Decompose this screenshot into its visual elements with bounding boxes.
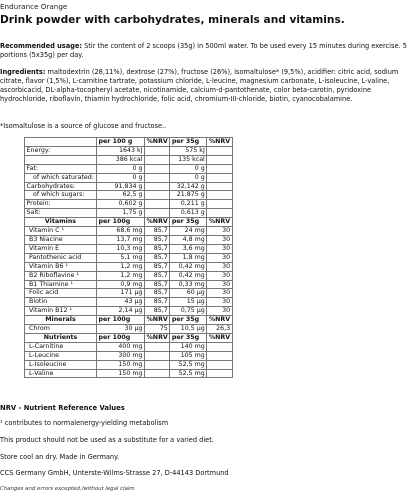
nrv-cell: 75 bbox=[145, 325, 170, 334]
table-row bbox=[25, 369, 233, 378]
ingredients-text: maltodextrin (28,11%), dextrose (27%), fructose (26%), isomaltulose* (9,5%), acidifier: citric acid, sodium citrate, flavor (1,5%), L-carnitine tartrate, potassium chloride, L-leucine, magnesium carbonate, L-isoleucine, L-valine, ascorbicacid, DL-alpha-tocopheryl acetate, nicotinamide, calcium-d-pantothenate, color beta-carotin, pyridoxine hydrochloride, riboflavin, thiamin hydrochloride, folic acid, chromium-III-chloride, biotin, cyanocobalamine. bbox=[0, 68, 399, 103]
column-header: per 35g bbox=[170, 218, 207, 227]
table-row bbox=[25, 253, 233, 262]
column-header: %NRV bbox=[208, 316, 231, 324]
value-per35: 4,8 mg bbox=[170, 235, 207, 244]
row-label: Salt: bbox=[25, 209, 97, 218]
usage-label: Recommended usage: bbox=[0, 42, 83, 50]
nrv-cell bbox=[145, 182, 170, 191]
value-per100: 0,9 mg bbox=[97, 280, 145, 289]
disclaimer: Changes and errors excepted./without legal claim bbox=[0, 486, 135, 492]
row-label: Vitamin B12 ¹ bbox=[25, 307, 97, 316]
value-per100: 13,7 mg bbox=[97, 235, 145, 244]
row-label: Vitamin B6 ¹ bbox=[25, 262, 97, 271]
value-per100: 300 mg bbox=[97, 351, 145, 360]
minerals-heading-row bbox=[25, 316, 233, 325]
section-heading: Nutrients bbox=[25, 333, 97, 342]
table-row bbox=[25, 307, 233, 316]
nrv-cell bbox=[207, 209, 232, 218]
row-label: Vitamin E bbox=[25, 244, 97, 253]
row-label: Folic acid bbox=[25, 289, 97, 298]
value-per35: 140 mg bbox=[170, 342, 207, 351]
value-per35: 21,875 g bbox=[170, 191, 207, 200]
nrv-cell: 85,7 bbox=[145, 280, 170, 289]
nrv-cell bbox=[145, 351, 170, 360]
value-per100: 1643 kJ bbox=[97, 146, 145, 155]
column-header: per 35g bbox=[170, 316, 207, 325]
nrv-cell bbox=[145, 200, 170, 209]
nutrition-table bbox=[24, 137, 233, 378]
nrv-cell: 30 bbox=[207, 244, 232, 253]
nrv-cell: 85,7 bbox=[145, 253, 170, 262]
value-per100: 386 kcal bbox=[97, 155, 145, 164]
value-per100: 30 µg bbox=[97, 325, 145, 334]
nrv-cell bbox=[145, 191, 170, 200]
nrv-cell bbox=[145, 360, 170, 369]
row-label: of which sugars: bbox=[25, 191, 97, 200]
table-row bbox=[25, 244, 233, 253]
value-per35: 0,75 µg bbox=[170, 307, 207, 316]
nrv-cell bbox=[145, 146, 170, 155]
nrv-cell bbox=[207, 164, 232, 173]
value-per100: 43 µg bbox=[97, 298, 145, 307]
nrv-cell bbox=[145, 155, 170, 164]
nrv-cell: 30 bbox=[207, 280, 232, 289]
column-header: %NRV bbox=[146, 218, 168, 226]
column-header bbox=[25, 138, 97, 147]
column-header: %NRV bbox=[208, 333, 231, 341]
value-per100: 150 mg bbox=[97, 360, 145, 369]
value-per100: 0 g bbox=[97, 164, 145, 173]
row-label: Carbohydrates: bbox=[25, 182, 97, 191]
nrv-cell: 26,3 bbox=[207, 325, 232, 334]
nrv-cell: 85,7 bbox=[145, 227, 170, 236]
row-label: L-Leucine bbox=[25, 351, 97, 360]
nrv-cell: 30 bbox=[207, 271, 232, 280]
value-per100: 400 mg bbox=[97, 342, 145, 351]
company-address: CCS Germany GmbH, Unterste-Wilms-Strasse 27, D-44143 Dortmund bbox=[0, 469, 229, 477]
column-header: per 35g bbox=[170, 138, 207, 147]
product-title: Drink powder with carbohydrates, minerals and vitamins. bbox=[0, 14, 345, 26]
value-per35: 105 mg bbox=[170, 351, 207, 360]
value-per35: 10,5 µg bbox=[170, 325, 207, 334]
value-per100: 150 mg bbox=[97, 369, 145, 378]
value-per35: 0,42 mg bbox=[170, 271, 207, 280]
nrv-cell bbox=[145, 369, 170, 378]
value-per35: 15 µg bbox=[170, 298, 207, 307]
value-per35: 135 kcal bbox=[170, 155, 207, 164]
row-label: Fat: bbox=[25, 164, 97, 173]
column-header: %NRV bbox=[208, 138, 231, 145]
value-per100: 68,6 mg bbox=[97, 227, 145, 236]
table-row bbox=[25, 351, 233, 360]
value-per100: 171 µg bbox=[97, 289, 145, 298]
table-row bbox=[25, 262, 233, 271]
nrv-cell bbox=[207, 200, 232, 209]
nrv-heading: NRV - Nutrient Reference Values bbox=[0, 404, 125, 412]
nrv-cell bbox=[207, 342, 232, 351]
isomaltulose-note: *Isomaltulose is a source of glucose and fructose.. bbox=[0, 122, 167, 130]
nrv-cell bbox=[207, 360, 232, 369]
nrv-cell: 30 bbox=[207, 262, 232, 271]
column-header: per 100g bbox=[97, 316, 145, 325]
row-label: B2 Riboflavine ¹ bbox=[25, 271, 97, 280]
value-per35: 52,5 mg bbox=[170, 360, 207, 369]
row-label: Pantothenic acid bbox=[25, 253, 97, 262]
vitamins-heading-row bbox=[25, 218, 233, 227]
table-row bbox=[25, 182, 233, 191]
value-per35: 52,5 mg bbox=[170, 369, 207, 378]
nrv-cell bbox=[207, 155, 232, 164]
nrv-cell bbox=[207, 191, 232, 200]
row-label: Chrom bbox=[25, 325, 97, 334]
value-per35: 32,142 g bbox=[170, 182, 207, 191]
row-label: of which saturated: bbox=[25, 173, 97, 182]
row-label: B3 Niacine bbox=[25, 235, 97, 244]
nrv-cell: 30 bbox=[207, 227, 232, 236]
value-per100: 10,3 mg bbox=[97, 244, 145, 253]
table-row bbox=[25, 191, 233, 200]
column-header: per 100 g bbox=[97, 138, 145, 147]
nrv-cell: 30 bbox=[207, 235, 232, 244]
section-heading: Minerals bbox=[25, 316, 97, 325]
nrv-cell bbox=[145, 173, 170, 182]
nrv-cell: 85,7 bbox=[145, 244, 170, 253]
table-row bbox=[25, 360, 233, 369]
column-header: per 100g bbox=[97, 333, 145, 342]
product-name-line: Endurance Orange bbox=[0, 2, 68, 11]
row-label: Energy: bbox=[25, 146, 97, 155]
nrv-cell bbox=[207, 182, 232, 191]
table-row bbox=[25, 173, 233, 182]
nrv-cell bbox=[207, 146, 232, 155]
column-header: %NRV bbox=[146, 333, 168, 341]
value-per35: 0 g bbox=[170, 164, 207, 173]
energy-row bbox=[25, 146, 233, 155]
value-per100: 91,834 g bbox=[97, 182, 145, 191]
table-row bbox=[25, 200, 233, 209]
nrv-cell bbox=[207, 173, 232, 182]
nrv-cell bbox=[207, 351, 232, 360]
value-per35: 24 mg bbox=[170, 227, 207, 236]
value-per35: 60 µg bbox=[170, 289, 207, 298]
table-row bbox=[25, 227, 233, 236]
table-row bbox=[25, 298, 233, 307]
row-label: Biotin bbox=[25, 298, 97, 307]
usage-paragraph bbox=[0, 42, 408, 60]
row-label: L-Isoleucine bbox=[25, 360, 97, 369]
row-label: L-Valine bbox=[25, 369, 97, 378]
nrv-cell bbox=[145, 342, 170, 351]
nrv-cell: 30 bbox=[207, 298, 232, 307]
value-per100: 1,75 g bbox=[97, 209, 145, 218]
table-row bbox=[25, 164, 233, 173]
value-per100: 5,1 mg bbox=[97, 253, 145, 262]
value-per35: 0 g bbox=[170, 173, 207, 182]
table-row bbox=[25, 209, 233, 218]
nrv-cell: 30 bbox=[207, 289, 232, 298]
table-row bbox=[25, 271, 233, 280]
value-per100: 2,14 µg bbox=[97, 307, 145, 316]
ingredients-paragraph bbox=[0, 68, 410, 104]
table-row bbox=[25, 280, 233, 289]
table-row bbox=[25, 235, 233, 244]
value-per35: 0,42 mg bbox=[170, 262, 207, 271]
row-label: Protein: bbox=[25, 200, 97, 209]
ingredients-label: Ingredients: bbox=[0, 68, 46, 76]
value-per100: 0,602 g bbox=[97, 200, 145, 209]
row-label: Vitamin C ¹ bbox=[25, 227, 97, 236]
value-per100: 1,2 mg bbox=[97, 262, 145, 271]
row-label: L-Carnitine bbox=[25, 342, 97, 351]
value-per35: 0,33 mg bbox=[170, 280, 207, 289]
value-per35: 575 kJ bbox=[170, 146, 207, 155]
value-per35: 1,8 mg bbox=[170, 253, 207, 262]
footnote: ¹ contributes to normalenergy-yielding metabolism bbox=[0, 419, 169, 427]
nrv-cell: 85,7 bbox=[145, 298, 170, 307]
value-per35: 3,6 mg bbox=[170, 244, 207, 253]
column-header: %NRV bbox=[208, 218, 231, 226]
column-header: per 35g bbox=[170, 333, 207, 342]
nrv-cell bbox=[145, 209, 170, 218]
table-header-row bbox=[25, 138, 233, 147]
nrv-cell: 85,7 bbox=[145, 262, 170, 271]
table-row bbox=[25, 325, 233, 334]
nrv-cell: 85,7 bbox=[145, 289, 170, 298]
substitute-note: This product should not be used as a substitute for a varied diet. bbox=[0, 436, 214, 444]
nrv-cell: 85,7 bbox=[145, 307, 170, 316]
nrv-cell: 85,7 bbox=[145, 271, 170, 280]
row-label: B1 Thiamine ¹ bbox=[25, 280, 97, 289]
value-per35: 0,211 g bbox=[170, 200, 207, 209]
column-header: %NRV bbox=[146, 316, 168, 324]
nrv-cell: 85,7 bbox=[145, 235, 170, 244]
nrv-cell: 30 bbox=[207, 307, 232, 316]
column-header: per 100g bbox=[97, 218, 145, 227]
nrv-cell bbox=[207, 369, 232, 378]
nrv-cell: 30 bbox=[207, 253, 232, 262]
row-label bbox=[25, 155, 97, 164]
usage-text: Stir the content of 2 scoops (35g) in 500ml water. To be used every 15 minutes during exercise. 5 portions (5x35g) per day. bbox=[0, 42, 407, 59]
nrv-cell bbox=[145, 164, 170, 173]
value-per100: 62,5 g bbox=[97, 191, 145, 200]
nutrients-heading-row bbox=[25, 333, 233, 342]
storage-note: Store cool an dry. Made in Germany. bbox=[0, 453, 120, 461]
table-row bbox=[25, 342, 233, 351]
value-per100: 1,2 mg bbox=[97, 271, 145, 280]
column-header: %NRV bbox=[146, 138, 168, 145]
table-row bbox=[25, 289, 233, 298]
section-heading: Vitamins bbox=[25, 218, 97, 227]
value-per100: 0 g bbox=[97, 173, 145, 182]
energy-kcal-row bbox=[25, 155, 233, 164]
value-per35: 0,613 g bbox=[170, 209, 207, 218]
